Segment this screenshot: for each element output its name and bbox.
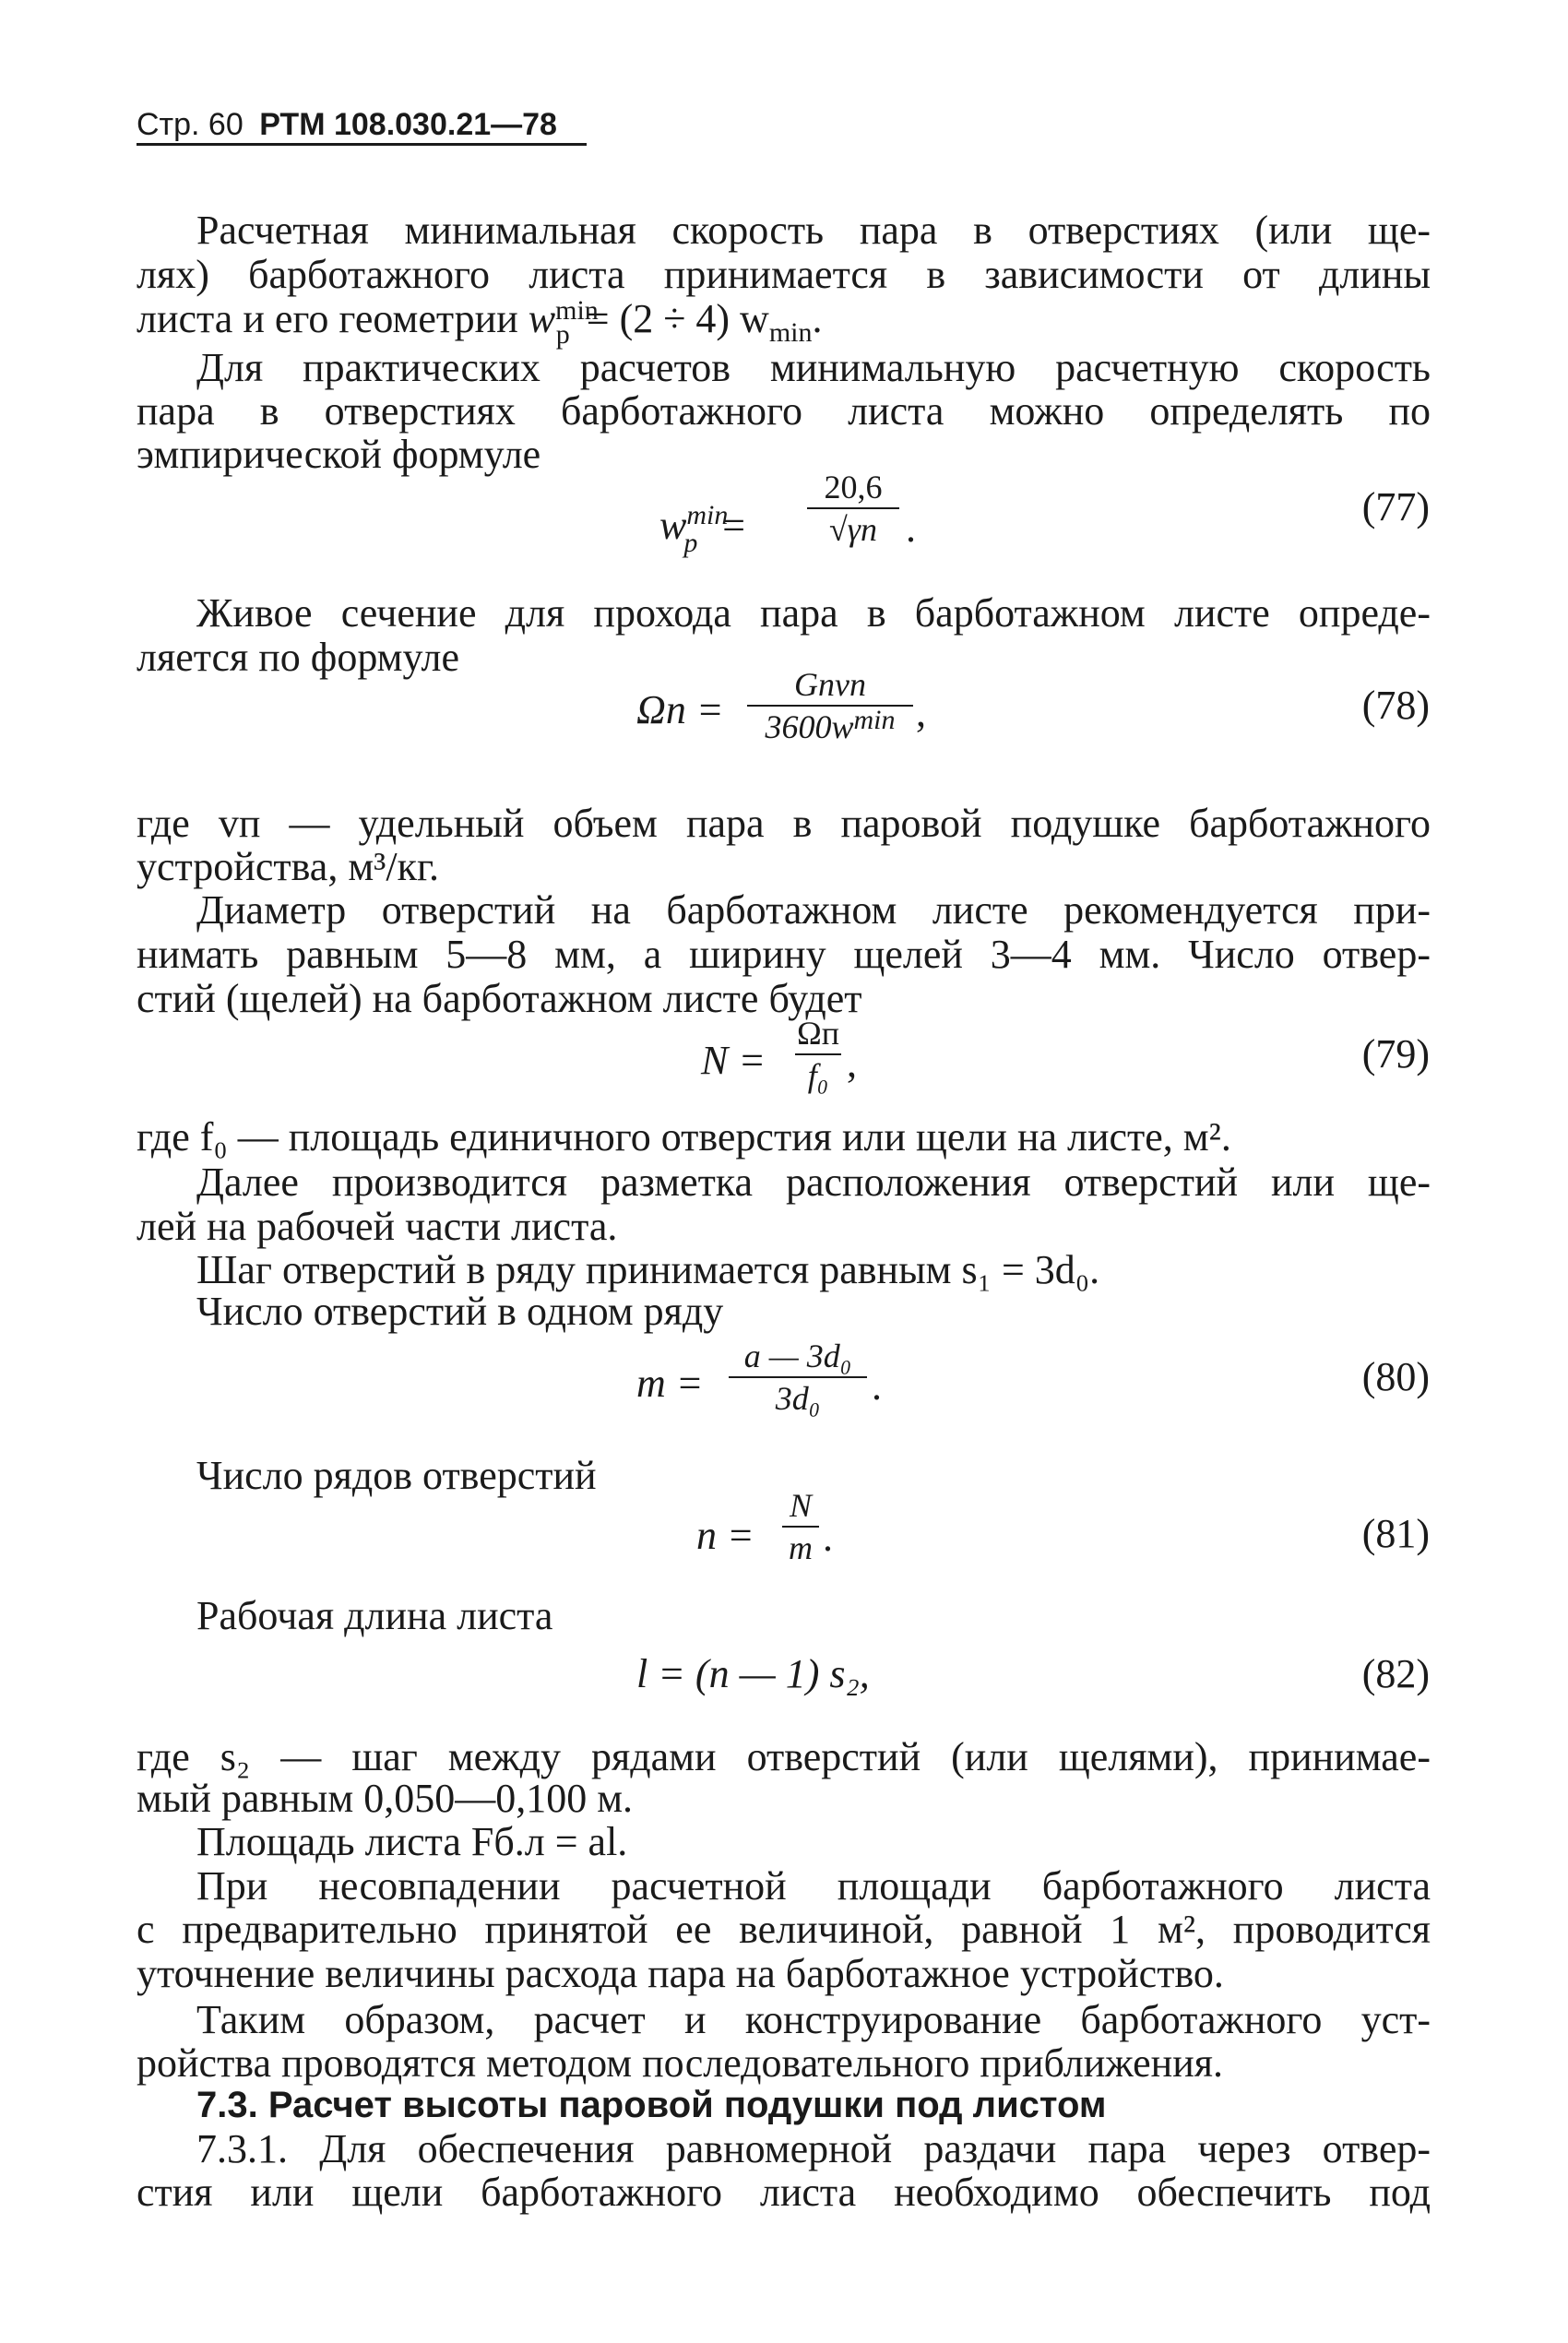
paragraph-line: устройства, м³/кг. (137, 844, 440, 889)
paragraph-line: стия или щели барботажного листа необходимо обеспечить под (137, 2170, 1431, 2215)
paragraph-line: При несовпадении расчетной площади барботажного листа (196, 1863, 1431, 1909)
paragraph-line: ройства проводятся методом последовательного приближения. (137, 2040, 1223, 2086)
paragraph-line: Расчетная минимальная скорость пара в отверстиях (или ще- (196, 208, 1431, 253)
section-heading: 7.3. Расчет высоты паровой подушки под листом (196, 2085, 1107, 2125)
formula-80: m = (636, 1361, 704, 1406)
paragraph-line: где vп — удельный объем пара в паровой подушке барботажного (137, 801, 1431, 846)
paragraph-line: листа и его геометрии $w^{min}_р = (2 \div 4)$ $w_{min}$. (137, 295, 823, 350)
paragraph-line: Диаметр отверстий на барботажном листе рекомендуется при- (196, 887, 1431, 933)
equation-number: (81) (1361, 1511, 1430, 1556)
paragraph-line: Рабочая длина листа (196, 1593, 553, 1638)
formula-77: $w^{min}_р$ = (659, 500, 748, 558)
paragraph-line: нимать равным 5—8 мм, а ширину щелей 3—4 мм. Число отвер- (137, 932, 1431, 977)
paragraph-line: с предварительно принятой ее величиной, равной 1 м², проводится (137, 1907, 1431, 1952)
page-number: Стр. 60 (137, 107, 244, 142)
formula-79-fraction: Ωп f₀ (796, 1015, 840, 1094)
paragraph-line: уточнение величины расхода пара на барботажное устройство. (137, 1951, 1224, 1996)
formula-80-fraction: a — 3d₀ 3d₀ (729, 1338, 867, 1417)
paragraph-line: пара в отверстиях барботажного листа можно определять по (137, 388, 1431, 434)
paragraph-line: Площадь листа Fб.л = al. (196, 1819, 628, 1864)
formula-81-fraction: N m (782, 1487, 819, 1566)
formula-79: N = (701, 1038, 766, 1083)
paragraph-line: лей на рабочей части листа. (137, 1204, 618, 1249)
formula-78-fraction: Gпvп $3600w^{min}$ (747, 666, 913, 748)
paragraph-line: где f₀ — площадь единичного отверстия или щели на листе, м². (137, 1114, 1231, 1160)
formula-81: n = (696, 1513, 754, 1558)
equation-number: (77) (1361, 484, 1430, 529)
paragraph-line: где s₂ — шаг между рядами отверстий (или щелями), принимае- (137, 1734, 1431, 1779)
paragraph-line: Таким образом, расчет и конструирование барботажного уст- (196, 1997, 1431, 2042)
paragraph-line: Число отверстий в одном ряду (196, 1289, 724, 1334)
equation-number: (78) (1361, 683, 1430, 728)
paragraph-line: Далее производится разметка расположения отверстий или ще- (196, 1160, 1431, 1205)
paragraph-line: Число рядов отверстий (196, 1453, 597, 1498)
paragraph-line: эмпирической формуле (137, 432, 541, 477)
document-code: РТМ 108.030.21—78 (259, 107, 557, 142)
formula-78: Ωп = (636, 687, 724, 732)
paragraph-line: Шаг отверстий в ряду принимается равным s₁ = 3d₀. (196, 1247, 1100, 1292)
paragraph-line: Для практических расчетов минимальную расчетную скорость (196, 345, 1431, 390)
paragraph-line: ляется по формуле (137, 635, 460, 680)
equation-number: (80) (1361, 1354, 1430, 1399)
paragraph-line: Живое сечение для прохода пара в барботажном листе опреде- (196, 590, 1431, 636)
equation-number: (79) (1361, 1031, 1430, 1076)
header-rule (137, 143, 587, 146)
page-header (137, 106, 557, 143)
formula-82: l = (n — 1) s₂, (636, 1651, 870, 1696)
paragraph-line: лях) барботажного листа принимается в зависимости от длины (137, 252, 1431, 297)
paragraph-line: мый равным 0,050—0,100 м. (137, 1776, 634, 1821)
formula-77-fraction: 20,6 √γп (807, 469, 899, 548)
equation-number: (82) (1361, 1651, 1430, 1696)
paragraph-line: 7.3.1. Для обеспечения равномерной раздачи пара через отвер- (196, 2126, 1431, 2171)
paragraph-line: стий (щелей) на барботажном листе будет (137, 976, 862, 1021)
